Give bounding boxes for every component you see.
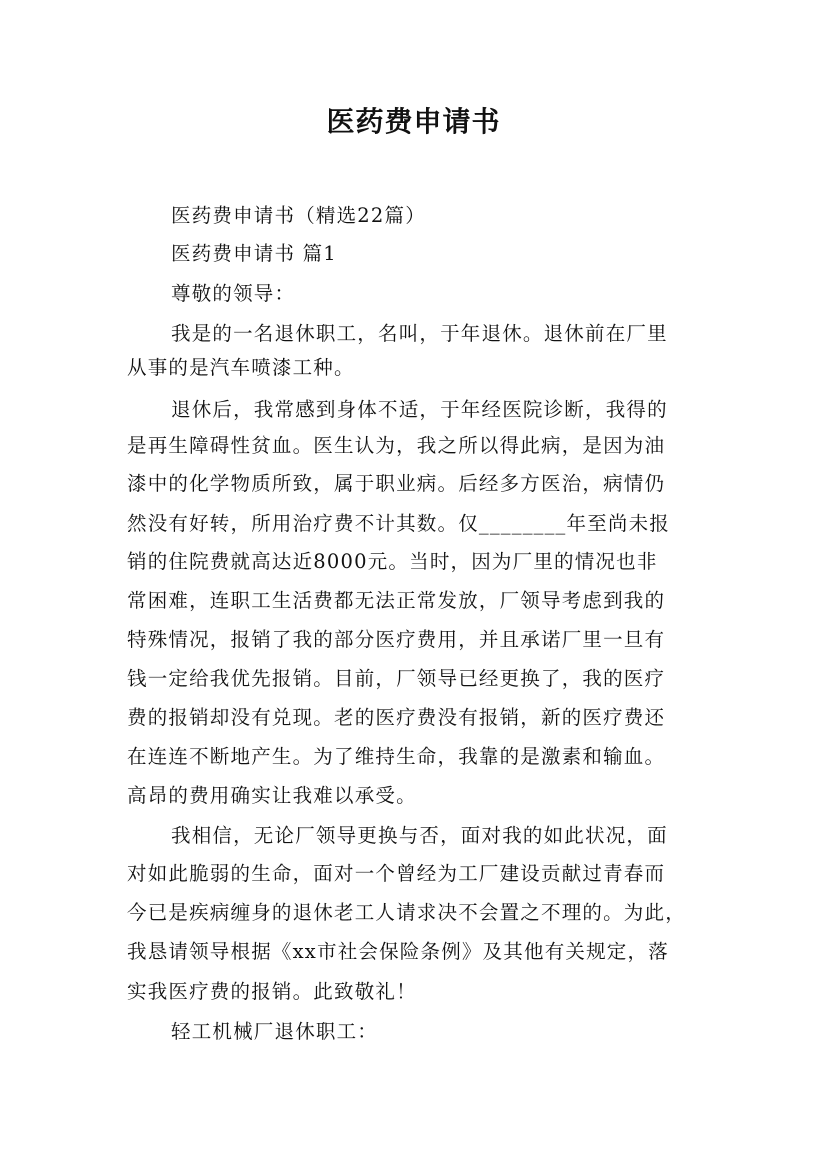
section-heading: 医药费申请书 篇1	[171, 242, 337, 265]
subtitle-line: 医药费申请书（精选22篇）	[171, 204, 426, 227]
paragraph-line: 漆中的化学物质所致，属于职业病。后经多方医治，病情仍	[127, 472, 666, 495]
signature-line: 轻工机械厂退休职工：	[171, 1020, 379, 1043]
paragraph-line: 钱一定给我优先报销。目前，厂领导已经更换了，我的医疗	[127, 667, 666, 690]
paragraph-line: 从事的是汽车喷漆工种。	[127, 356, 355, 379]
paragraph-line: 我是的一名退休职工，名叫，于年退休。退休前在厂里	[171, 322, 668, 345]
paragraph-line: 在连连不断地产生。为了维持生命，我靠的是激素和输血。	[127, 745, 666, 768]
paragraph-line: 是再生障碍性贫血。医生认为，我之所以得此病，是因为油	[127, 434, 666, 457]
salutation: 尊敬的领导：	[171, 282, 296, 305]
paragraph-line: 我相信，无论厂领导更换与否，面对我的如此状况，面	[171, 824, 668, 847]
paragraph-line: 退休后，我常感到身体不适，于年经医院诊断，我得的	[171, 398, 668, 421]
paragraph-line: 高昂的费用确实让我难以承受。	[127, 784, 417, 807]
paragraph-line: 然没有好转，所用治疗费不计其数。仅________年至尚未报	[127, 512, 671, 535]
paragraph-line: 特殊情况，报销了我的部分医疗费用，并且承诺厂里一旦有	[127, 628, 666, 651]
paragraph-line: 销的住院费就高达近8000元。当时，因为厂里的情况也非	[127, 550, 658, 573]
paragraph-line: 对如此脆弱的生命，面对一个曾经为工厂建设贡献过青春而	[127, 862, 666, 885]
paragraph-line: 今已是疾病缠身的退休老工人请求决不会置之不理的。为此，	[127, 901, 686, 924]
document-title: 医药费申请书	[326, 105, 501, 138]
paragraph-line: 费的报销却没有兑现。老的医疗费没有报销，新的医疗费还	[127, 706, 666, 729]
paragraph-line: 实我医疗费的报销。此致敬礼！	[127, 980, 417, 1003]
paragraph-line: 常困难，连职工生活费都无法正常发放，厂领导考虑到我的	[127, 589, 666, 612]
paragraph-line: 我恳请领导根据《xx市社会保险条例》及其他有关规定，落	[127, 940, 669, 963]
